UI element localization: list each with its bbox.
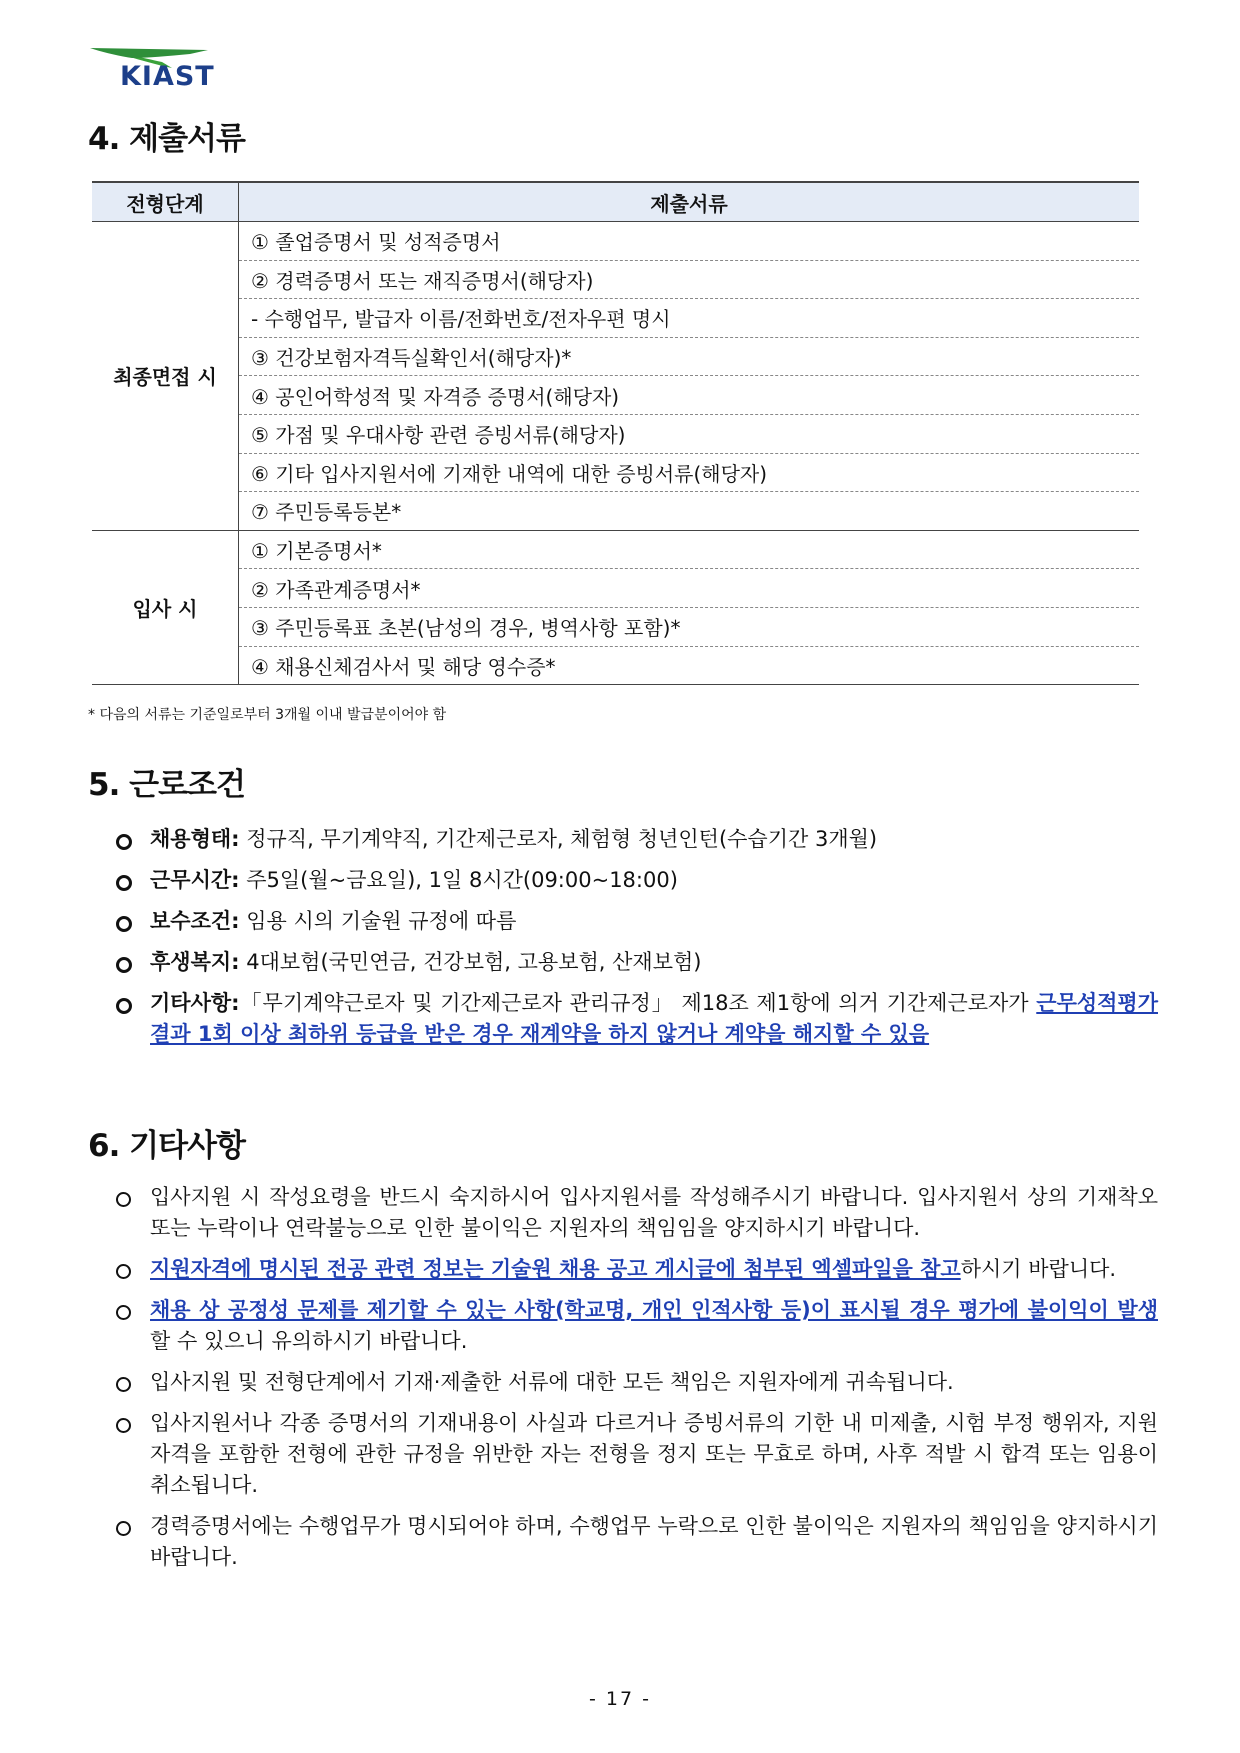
item-text: 「무기계약근로자 및 기간제근로자 관리규정」 제18조 제1항에 의거 기간제근로자가: [239, 991, 1037, 1015]
item-text: 하시기 바랍니다.: [960, 1257, 1117, 1281]
list-item: [116, 824, 1158, 855]
document-item: ② 경력증명서 또는 재직증명서(해당자): [239, 260, 1140, 299]
other-notes-list: [116, 1182, 1158, 1573]
column-header-documents: 제출서류: [239, 182, 1140, 222]
section-5-title: 5. 근로조건: [88, 767, 245, 803]
list-item: [116, 865, 1158, 896]
list-item: [116, 1408, 1158, 1501]
item-label: 후생복지:: [150, 950, 240, 974]
item-label: 근무시간:: [150, 868, 240, 892]
bullet-icon: [116, 1418, 131, 1433]
item-text: 입사지원 및 전형단계에서 기재·제출한 서류에 대한 모든 책임은 지원자에게 귀속됩니다.: [150, 1370, 954, 1394]
kiast-logo: [88, 44, 215, 94]
stage-final-interview: 최종면접 시: [92, 222, 239, 531]
emphasis-text: 지원자격에 명시된 전공 관련 정보는 기술원 채용 공고 게시글에 첨부된 엑셀파일을 참고: [150, 1257, 961, 1281]
item-text: 주5일(월~금요일), 1일 8시간(09:00~18:00): [239, 868, 678, 892]
table-row: [92, 492, 1139, 531]
column-header-stage: 전형단계: [92, 182, 239, 222]
table-header-row: [92, 182, 1139, 222]
document-item: ④ 공인어학성적 및 자격증 증명서(해당자): [239, 376, 1140, 415]
stage-joining: 입사 시: [92, 530, 239, 684]
item-text: 입사지원 시 작성요령을 반드시 숙지하시어 입사지원서를 작성해주시기 바랍니다. 입사지원서 상의 기재착오 또는 누락이나 연락불능으로 인한 불이익은 지원자의 책임임을 양지하시기 바랍니다.: [150, 1185, 1158, 1240]
table-footnote: * 다음의 서류는 기준일로부터 3개월 이내 발급분이어야 함: [88, 707, 447, 723]
list-item: [116, 1295, 1158, 1357]
item-text: 4대보험(국민연금, 건강보험, 고용보험, 산재보험): [239, 950, 702, 974]
section-6-title: 6. 기타사항: [88, 1128, 245, 1164]
document-item: ⑦ 주민등록등본*: [239, 492, 1140, 531]
item-label: 보수조건:: [150, 909, 240, 933]
bullet-icon: [116, 957, 132, 973]
section-4-title: 4. 제출서류: [88, 121, 245, 157]
document-item: ① 기본증명서*: [239, 530, 1140, 569]
bullet-icon: [116, 1305, 131, 1320]
emphasis-text: 채용 상 공정성 문제를 제기할 수 있는 사항(학교명, 개인 인적사항 등)이 표시될 경우 평가에 불이익이 발생: [150, 1298, 1158, 1322]
bullet-icon: [116, 1377, 131, 1392]
document-item: - 수행업무, 발급자 이름/전화번호/전자우편 명시: [239, 299, 1140, 338]
document-item: ③ 주민등록표 초본(남성의 경우, 병역사항 포함)*: [239, 607, 1140, 646]
table-row: [92, 414, 1139, 453]
list-item: [116, 1182, 1158, 1244]
emphasis-text: 근무성적평가 결과 1회 이상 최하위 등급을 받은 경우 재계약을 하지 않거나 계약을 해지할 수 있음: [150, 991, 1158, 1046]
page-number: - 17 -: [589, 1688, 651, 1710]
bullet-icon: [116, 1264, 131, 1279]
working-conditions-list: [116, 824, 1158, 1050]
document-item: ① 졸업증명서 및 성적증명서: [239, 222, 1140, 261]
document-item: ③ 건강보험자격득실확인서(해당자)*: [239, 337, 1140, 376]
item-text: 임용 시의 기술원 규정에 따름: [239, 909, 517, 933]
document-item: ⑥ 기타 입사지원서에 기재한 내역에 대한 증빙서류(해당자): [239, 453, 1140, 492]
documents-table: [92, 181, 1139, 685]
list-item: [116, 988, 1158, 1050]
document-item: ② 가족관계증명서*: [239, 569, 1140, 608]
logo-text: KIAST: [120, 61, 215, 92]
bullet-icon: [116, 998, 132, 1014]
table-row: [92, 222, 1139, 261]
list-item: [116, 1254, 1158, 1285]
table-row: [92, 299, 1139, 338]
table-row: [92, 260, 1139, 299]
document-item: ⑤ 가점 및 우대사항 관련 증빙서류(해당자): [239, 414, 1140, 453]
list-item: [116, 1367, 1158, 1398]
table-row: [92, 337, 1139, 376]
bullet-icon: [116, 834, 132, 850]
list-item: [116, 906, 1158, 937]
list-item: [116, 947, 1158, 978]
bullet-icon: [116, 1192, 131, 1207]
list-item: [116, 1511, 1158, 1573]
item-label: 채용형태:: [150, 827, 240, 851]
document-item: ④ 채용신체검사서 및 해당 영수증*: [239, 646, 1140, 685]
item-text: 입사지원서나 각종 증명서의 기재내용이 사실과 다르거나 증빙서류의 기한 내 미제출, 시험 부정 행위자, 지원자격을 포함한 전형에 관한 규정을 위반한 자는 전형을 정지 또는 무효로 하며, 사후 적발 시 합격 또는 임용이 취소됩니다.: [150, 1411, 1158, 1497]
bullet-icon: [116, 916, 132, 932]
bullet-icon: [116, 1521, 131, 1536]
table-row: [92, 569, 1139, 608]
table-row: [92, 646, 1139, 685]
table-row: [92, 376, 1139, 415]
item-label: 기타사항:: [150, 991, 240, 1015]
bullet-icon: [116, 875, 132, 891]
item-text: 경력증명서에는 수행업무가 명시되어야 하며, 수행업무 누락으로 인한 불이익은 지원자의 책임임을 양지하시기 바랍니다.: [150, 1514, 1158, 1569]
table-row: [92, 453, 1139, 492]
table-row: [92, 607, 1139, 646]
item-text: 할 수 있으니 유의하시기 바랍니다.: [150, 1329, 468, 1353]
table-row: [92, 530, 1139, 569]
item-text: 정규직, 무기계약직, 기간제근로자, 체험형 청년인턴(수습기간 3개월): [239, 827, 878, 851]
